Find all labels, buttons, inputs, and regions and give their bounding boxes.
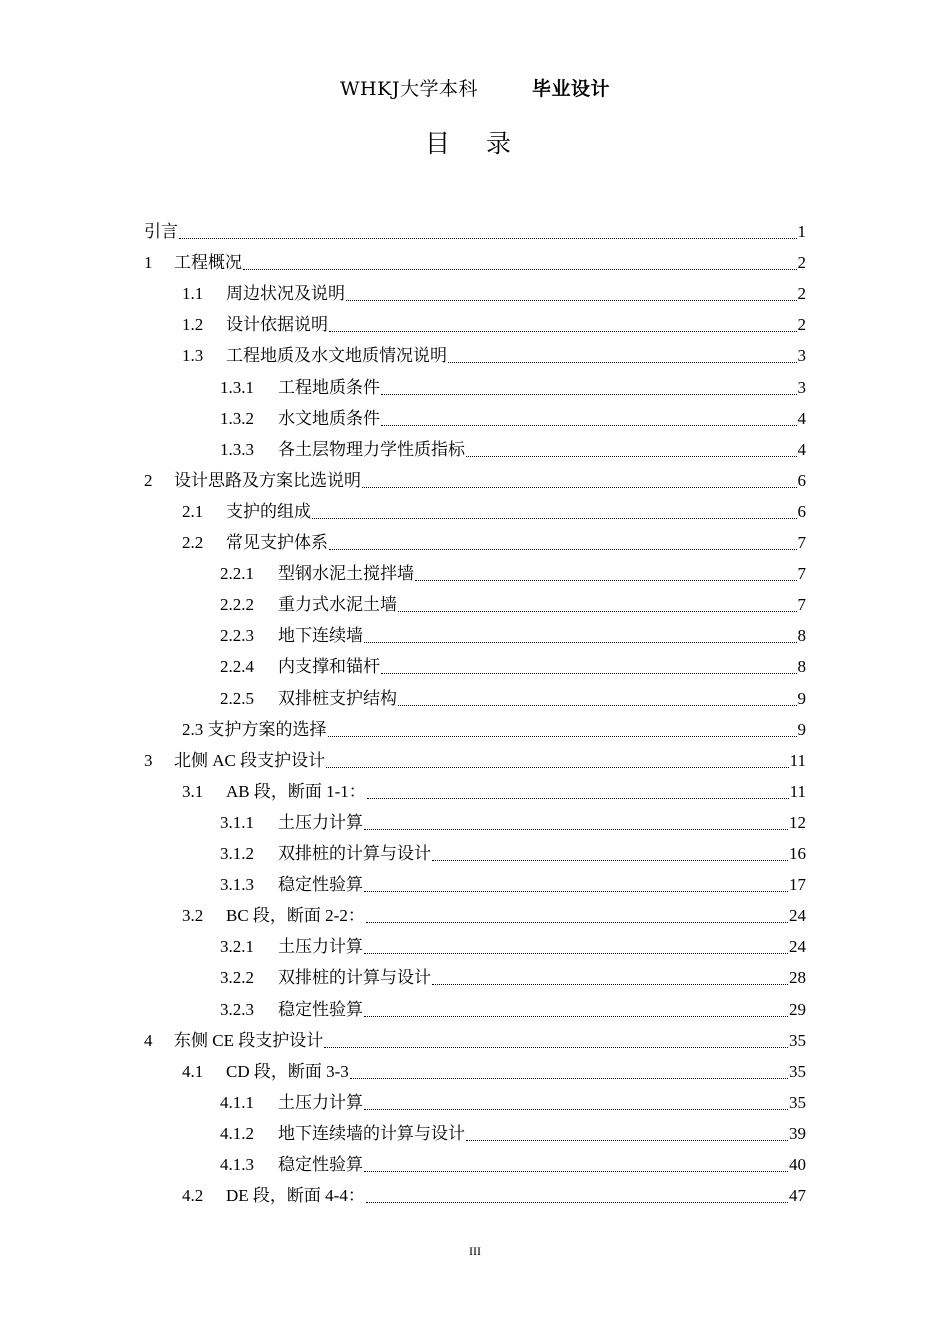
toc-entry[interactable] xyxy=(0,714,950,745)
toc-leader-dots xyxy=(312,517,797,519)
toc-entry[interactable] xyxy=(0,1149,950,1180)
toc-entry-label: 重力式水泥土墙 xyxy=(278,595,397,615)
toc-entry-page: 24 xyxy=(789,937,806,957)
toc-entry-label: 地下连续墙的计算与设计 xyxy=(278,1123,465,1143)
toc-entry-page: 7 xyxy=(797,564,806,584)
toc-entry-page: 40 xyxy=(789,1155,806,1174)
toc-entry-label: 土压力计算 xyxy=(278,812,363,832)
toc-entry[interactable] xyxy=(0,994,950,1025)
toc-entry-label: 周边状况及说明 xyxy=(226,284,345,304)
toc-entry-number: 1.3 xyxy=(182,346,204,366)
toc-entry[interactable] xyxy=(0,683,950,714)
toc-entry-page: 4 xyxy=(797,408,806,428)
toc-entry-page: 2 xyxy=(797,253,806,273)
toc-entry-label: BC 段，断面 2-2： xyxy=(226,906,365,926)
toc-entry-number: 4.1.1 xyxy=(220,1092,254,1112)
toc-entry-page: 7 xyxy=(797,533,806,552)
toc-entry-page: 35 xyxy=(789,1061,806,1081)
page-header xyxy=(0,74,950,101)
toc-leader-dots xyxy=(432,859,788,861)
toc-leader-dots xyxy=(381,424,797,426)
toc-leader-dots xyxy=(366,921,788,923)
toc-entry[interactable] xyxy=(0,216,950,247)
toc-leader-dots xyxy=(243,268,797,270)
toc-entry-label: 常见支护体系 xyxy=(226,533,328,552)
toc-entry[interactable] xyxy=(0,931,950,962)
toc-entry-number: 2.2.5 xyxy=(220,688,254,708)
toc-entry-page: 3 xyxy=(797,346,806,366)
toc-leader-dots xyxy=(364,1108,788,1110)
toc-entry-label: 工程地质及水文地质情况说明 xyxy=(226,346,447,366)
toc-entry[interactable] xyxy=(0,745,950,776)
toc-entry[interactable] xyxy=(0,247,950,278)
toc-leader-dots xyxy=(329,330,797,332)
toc-entry-label: 双排桩支护结构 xyxy=(278,688,397,708)
toc-entry-number: 3.2 xyxy=(182,906,204,926)
toc-entry-number: 3.1.3 xyxy=(220,875,254,895)
toc-entry[interactable] xyxy=(0,1118,950,1149)
toc-leader-dots xyxy=(364,1170,788,1172)
toc-entry-label: 各土层物理力学性质指标 xyxy=(278,439,465,459)
toc-leader-dots xyxy=(398,704,797,706)
toc-entry[interactable] xyxy=(0,496,950,527)
toc-entry[interactable] xyxy=(0,372,950,403)
toc-entry-number: 1.1 xyxy=(182,284,204,304)
toc-leader-dots xyxy=(381,672,797,674)
toc-entry[interactable] xyxy=(0,558,950,589)
toc-entry-page: 6 xyxy=(797,501,806,521)
toc-entry-page: 2 xyxy=(797,315,806,335)
toc-entry-page: 11 xyxy=(789,750,806,770)
toc-entry[interactable] xyxy=(0,807,950,838)
toc-leader-dots xyxy=(329,548,797,550)
toc-entry-page: 2 xyxy=(797,284,806,304)
toc-entry[interactable] xyxy=(0,869,950,900)
toc-leader-dots xyxy=(466,455,797,457)
toc-entry-number: 3.1.2 xyxy=(220,844,254,863)
toc-entry[interactable] xyxy=(0,589,950,620)
toc-entry[interactable] xyxy=(0,962,950,993)
toc-entry-label: 设计思路及方案比选说明 xyxy=(174,470,361,490)
toc-entry-label: 北侧 AC 段支护设计 xyxy=(174,750,326,770)
toc-entry-number: 1.3.2 xyxy=(220,408,254,428)
toc-entry-number: 1 xyxy=(144,253,153,273)
toc-entry-number: 3.2.3 xyxy=(220,999,254,1019)
toc-entry-number: 3 xyxy=(144,750,153,770)
toc-leader-dots xyxy=(328,735,797,737)
toc-entry-page: 11 xyxy=(789,781,806,801)
toc-leader-dots xyxy=(398,610,797,612)
header-school: WHKJ大学本科 xyxy=(340,78,478,100)
toc-entry-label: 水文地质条件 xyxy=(278,408,380,428)
toc-leader-dots xyxy=(364,641,797,643)
toc-entry-page: 47 xyxy=(789,1186,806,1206)
toc-entry-page: 4 xyxy=(797,439,806,459)
toc-entry-number: 4.1 xyxy=(182,1061,204,1081)
header-doc-type: 毕业设计 xyxy=(531,79,610,100)
toc-entry-number: 2.2 xyxy=(182,533,204,552)
toc-entry-page: 6 xyxy=(797,470,806,490)
toc-leader-dots xyxy=(364,1015,788,1017)
toc-entry-number: 3.2.2 xyxy=(220,968,254,988)
toc-leader-dots xyxy=(364,890,788,892)
toc-entry[interactable] xyxy=(0,1087,950,1118)
toc-entry-label: 双排桩的计算与设计 xyxy=(278,968,431,988)
page-number: III xyxy=(469,1244,481,1258)
toc-entry-page: 12 xyxy=(789,812,806,832)
toc-entry[interactable] xyxy=(0,900,950,931)
toc-entry-label: 土压力计算 xyxy=(278,937,363,957)
toc-leader-dots xyxy=(179,237,797,239)
toc-entry-number: 3.2.1 xyxy=(220,937,254,957)
toc-entry-number: 1.2 xyxy=(182,315,204,335)
toc-leader-dots xyxy=(362,486,797,488)
toc-entry[interactable] xyxy=(0,1025,950,1056)
toc-entry[interactable] xyxy=(0,278,950,309)
page-title: 目 录 xyxy=(425,129,525,158)
toc-entry-label: 引言 xyxy=(144,222,178,241)
toc-entry[interactable] xyxy=(0,776,950,807)
toc-leader-dots xyxy=(367,797,789,799)
toc-leader-dots xyxy=(324,1046,788,1048)
toc-entry-label: 稳定性验算 xyxy=(278,1155,363,1174)
toc-entry-page: 24 xyxy=(789,906,806,926)
toc-entry-label: 地下连续墙 xyxy=(278,626,363,646)
toc-entry[interactable] xyxy=(0,620,950,651)
toc-entry-page: 1 xyxy=(797,222,806,241)
toc-entry-number: 4 xyxy=(144,1030,153,1050)
toc-entry-page: 28 xyxy=(789,968,806,988)
toc-entry-label: 支护的组成 xyxy=(226,501,311,521)
toc-entry-page: 9 xyxy=(797,688,806,708)
toc-entry[interactable] xyxy=(0,434,950,465)
toc-entry[interactable] xyxy=(0,1180,950,1211)
toc-entry-label: 工程地质条件 xyxy=(278,377,380,397)
toc-entry-number: 2.1 xyxy=(182,501,204,521)
toc-entry-label: 东侧 CE 段支护设计 xyxy=(174,1030,324,1050)
toc-leader-dots xyxy=(366,1201,788,1203)
toc-entry-page: 8 xyxy=(797,657,806,677)
toc-entry-label: 2.3 支护方案的选择 xyxy=(182,719,327,739)
toc-entry-number: 4.1.3 xyxy=(220,1155,254,1174)
toc-entry[interactable] xyxy=(0,651,950,682)
toc-entry-page: 9 xyxy=(797,719,806,739)
toc-leader-dots xyxy=(364,952,788,954)
toc-entry-number: 3.1.1 xyxy=(220,812,254,832)
toc-entry-page: 3 xyxy=(797,377,806,397)
toc-entry-label: 双排桩的计算与设计 xyxy=(278,844,431,863)
toc-entry-number: 4.2 xyxy=(182,1186,204,1206)
toc-leader-dots xyxy=(432,983,788,985)
toc-entry-label: 工程概况 xyxy=(174,253,242,273)
toc-entry-label: 内支撑和锚杆 xyxy=(278,657,380,677)
toc-entry-label: 稳定性验算 xyxy=(278,875,363,895)
toc-entry-number: 2.2.2 xyxy=(220,595,254,615)
toc-entry-label: 型钢水泥土搅拌墙 xyxy=(278,564,414,584)
toc-leader-dots xyxy=(415,579,797,581)
toc-leader-dots xyxy=(350,1077,788,1079)
toc-entry-page: 35 xyxy=(789,1030,806,1050)
toc-entry-page: 17 xyxy=(789,875,806,895)
toc-entry-number: 2.2.3 xyxy=(220,626,254,646)
toc-entry[interactable] xyxy=(0,838,950,869)
toc-entry-number: 1.3.1 xyxy=(220,377,254,397)
toc-entry-label: 稳定性验算 xyxy=(278,999,363,1019)
toc-leader-dots xyxy=(448,361,797,363)
toc-leader-dots xyxy=(466,1139,788,1141)
toc-entry-label: CD 段，断面 3-3 xyxy=(226,1061,349,1081)
toc-entry[interactable] xyxy=(0,1056,950,1087)
toc-leader-dots xyxy=(326,766,789,768)
toc-entry-page: 7 xyxy=(797,595,806,615)
toc-entry[interactable] xyxy=(0,465,950,496)
toc-entry-number: 2.2.1 xyxy=(220,564,254,584)
toc-entry-label: DE 段，断面 4-4： xyxy=(226,1186,365,1206)
toc-entry-page: 35 xyxy=(789,1092,806,1112)
toc-entry-number: 2.2.4 xyxy=(220,657,254,677)
toc-entry[interactable] xyxy=(0,309,950,340)
toc-entry[interactable] xyxy=(0,403,950,434)
toc-entry-number: 4.1.2 xyxy=(220,1123,254,1143)
toc-leader-dots xyxy=(381,393,797,395)
toc-entry-page: 29 xyxy=(789,999,806,1019)
toc-entry-number: 3.1 xyxy=(182,781,204,801)
toc-entry-label: 设计依据说明 xyxy=(226,315,328,335)
toc-leader-dots xyxy=(364,828,788,830)
toc-entry[interactable] xyxy=(0,340,950,371)
toc-entry-page: 39 xyxy=(789,1123,806,1143)
toc-entry-page: 16 xyxy=(789,844,806,863)
toc-entry-label: AB 段，断面 1-1： xyxy=(226,781,366,801)
toc-entry-number: 2 xyxy=(144,470,153,490)
toc-leader-dots xyxy=(346,299,797,301)
toc-entry[interactable] xyxy=(0,527,950,558)
toc-entry-number: 1.3.3 xyxy=(220,439,254,459)
toc-entry-page: 8 xyxy=(797,626,806,646)
toc-entry-label: 土压力计算 xyxy=(278,1092,363,1112)
